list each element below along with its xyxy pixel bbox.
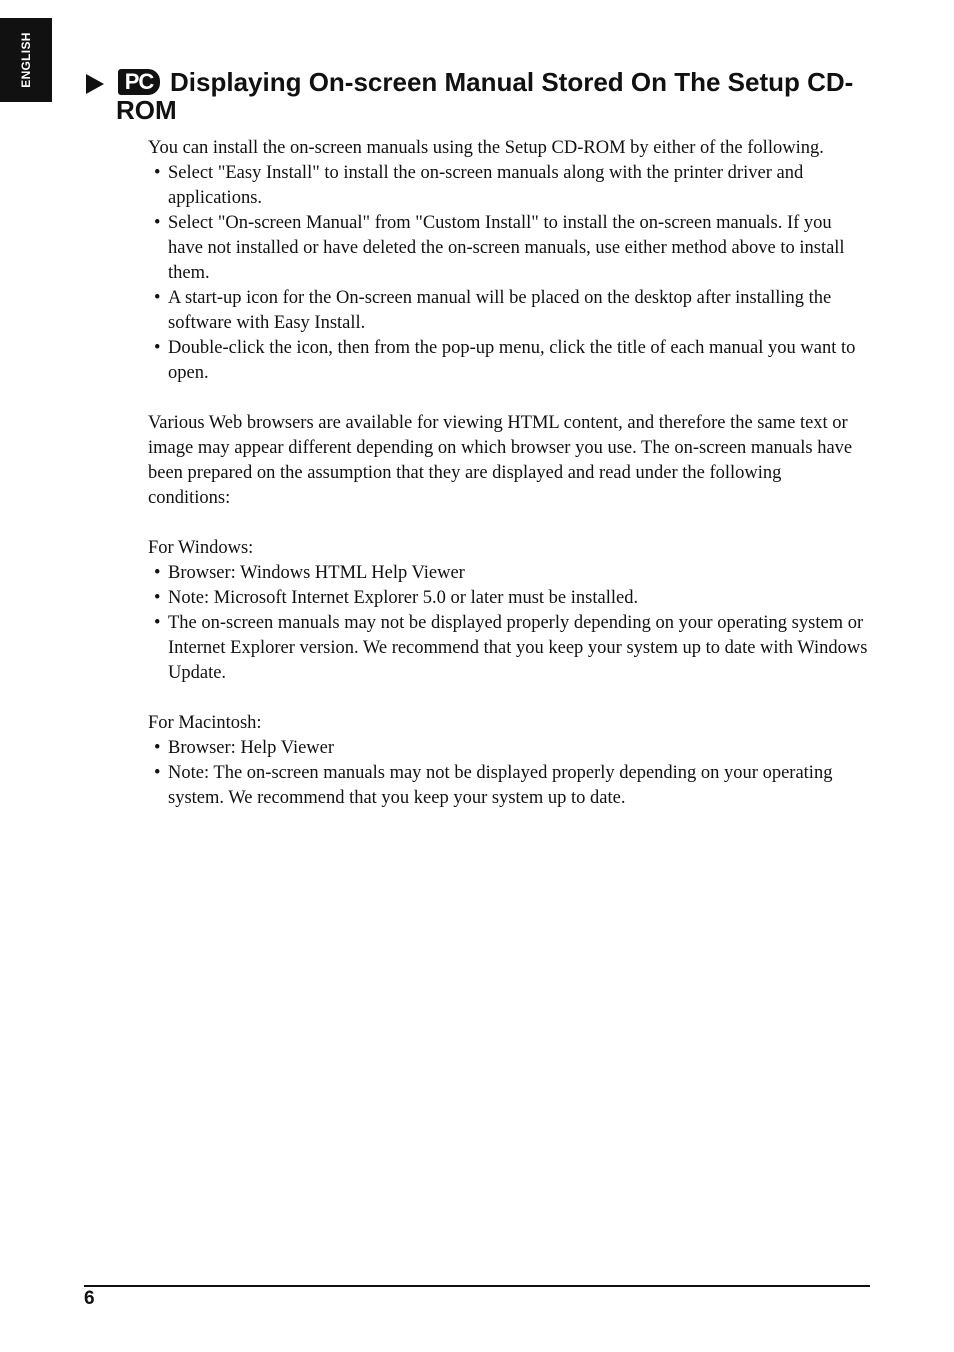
- footer-divider: [84, 1285, 870, 1287]
- language-tab-label: ENGLISH: [19, 32, 33, 88]
- page-content: [148, 136, 868, 811]
- macintosh-bullet-list: [148, 736, 868, 811]
- browsers-paragraph: Various Web browsers are available for viewing HTML content, and therefore the same text or image may appear different depending on which browser you use. The on-screen manuals have been prepared on the assumption that they are displayed and read under the following conditions:: [148, 413, 853, 508]
- section-heading: [86, 68, 866, 124]
- page-number: 6: [84, 1288, 95, 1309]
- list-item: • Note: The on-screen manuals may not be displayed properly depending on your operating system. We recommend that you keep your system up to date.: [148, 761, 868, 811]
- list-item: • Select "Easy Install" to install the on-screen manuals along with the printer driver and applications.: [148, 161, 868, 211]
- list-item: • Browser: Help Viewer: [148, 736, 868, 761]
- section-title: Displaying On-screen Manual Stored On The Setup CD-ROM: [116, 67, 854, 125]
- list-item: • Note: Microsoft Internet Explorer 5.0 or later must be installed.: [148, 586, 868, 611]
- windows-bullet-list: [148, 561, 868, 686]
- triangle-arrow-icon: [86, 74, 104, 94]
- list-item: • Select "On-screen Manual" from "Custom Install" to install the on-screen manuals. If you have not installed or have deleted the on-screen manuals, use either method above to install them.: [148, 211, 868, 286]
- language-tab: [0, 18, 52, 102]
- windows-label: For Windows:: [148, 538, 254, 558]
- list-item: • Double-click the icon, then from the pop-up menu, click the title of each manual you want to open.: [148, 336, 868, 386]
- list-item: • The on-screen manuals may not be displayed properly depending on your operating system or Internet Explorer version. We recommend that you keep your system up to date with Windows Update.: [148, 611, 868, 686]
- list-item: • Browser: Windows HTML Help Viewer: [148, 561, 868, 586]
- intro-paragraph: You can install the on-screen manuals using the Setup CD-ROM by either of the following.: [148, 138, 824, 158]
- macintosh-label: For Macintosh:: [148, 713, 262, 733]
- install-bullet-list: [148, 161, 868, 386]
- pc-badge-icon: PC: [118, 69, 160, 95]
- list-item: • A start-up icon for the On-screen manual will be placed on the desktop after installing the software with Easy Install.: [148, 286, 868, 336]
